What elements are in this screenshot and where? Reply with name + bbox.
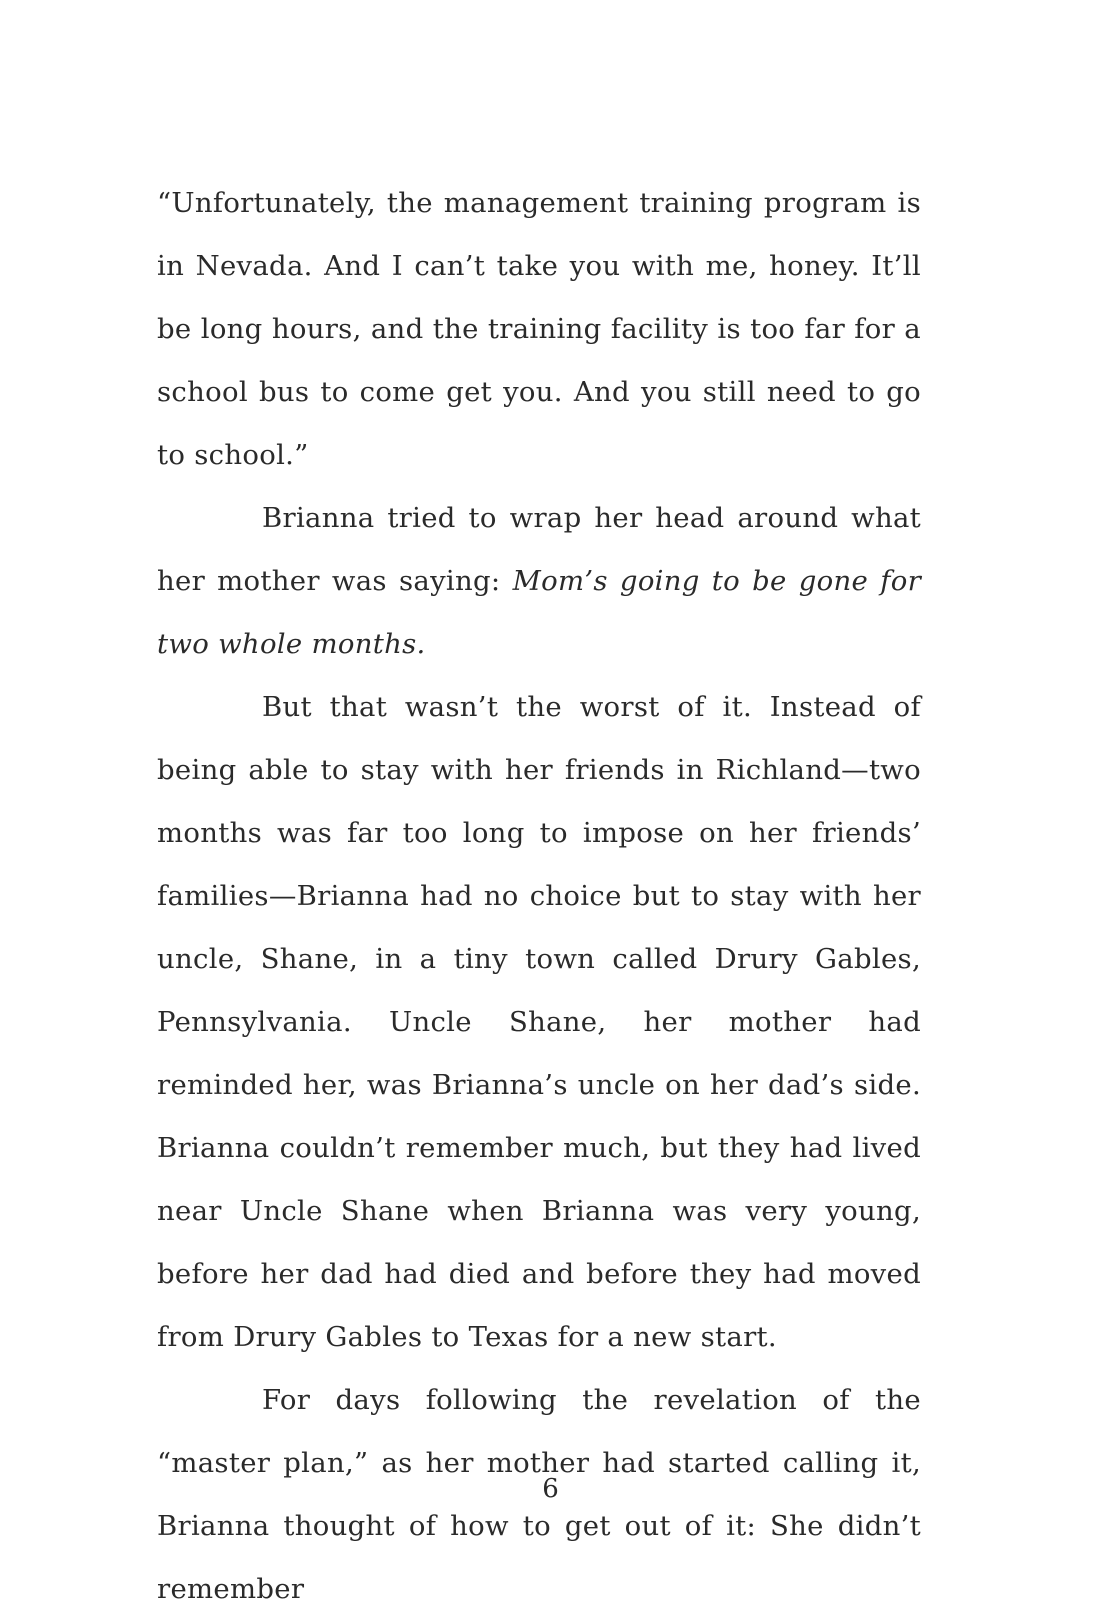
paragraph-3: But that wasn’t the worst of it. Instead of being able to stay with her friends in Richland—two months was far too long to impose on her friends’ families—Brianna had no choice but to stay with her uncle, Shane, in a tiny town called Drury Gables, Pennsylvania. Uncle Shane, her mother had reminded her, was Brianna’s uncle on her dad’s side. Brianna couldn’t remember much, but they had lived near Uncle Shane when Brianna was very young, before her dad had died and before they had moved from Drury Gables to Texas for a new start.: [157, 691, 921, 1353]
paragraph-1: “Unfortunately, the management training program is in Nevada. And I can’t take you with me, honey. It’ll be long hours, and the training facility is too far for a school bus to come get you. And you still need to go to school.”: [157, 187, 921, 471]
paragraph-2-text: Brianna tried to wrap her head around what her mother was saying:: [157, 502, 921, 597]
paragraph-2-italic: Mom’s going to be gone for two whole months.: [157, 565, 922, 660]
paragraph-4: For days following the revelation of the “master plan,” as her mother had started calling it, Brianna thought of how to get out of it: She didn’t remember: [157, 1384, 921, 1605]
page-number: 6: [542, 1474, 559, 1504]
body-text: [157, 172, 921, 1621]
paragraph-2: [157, 487, 921, 676]
